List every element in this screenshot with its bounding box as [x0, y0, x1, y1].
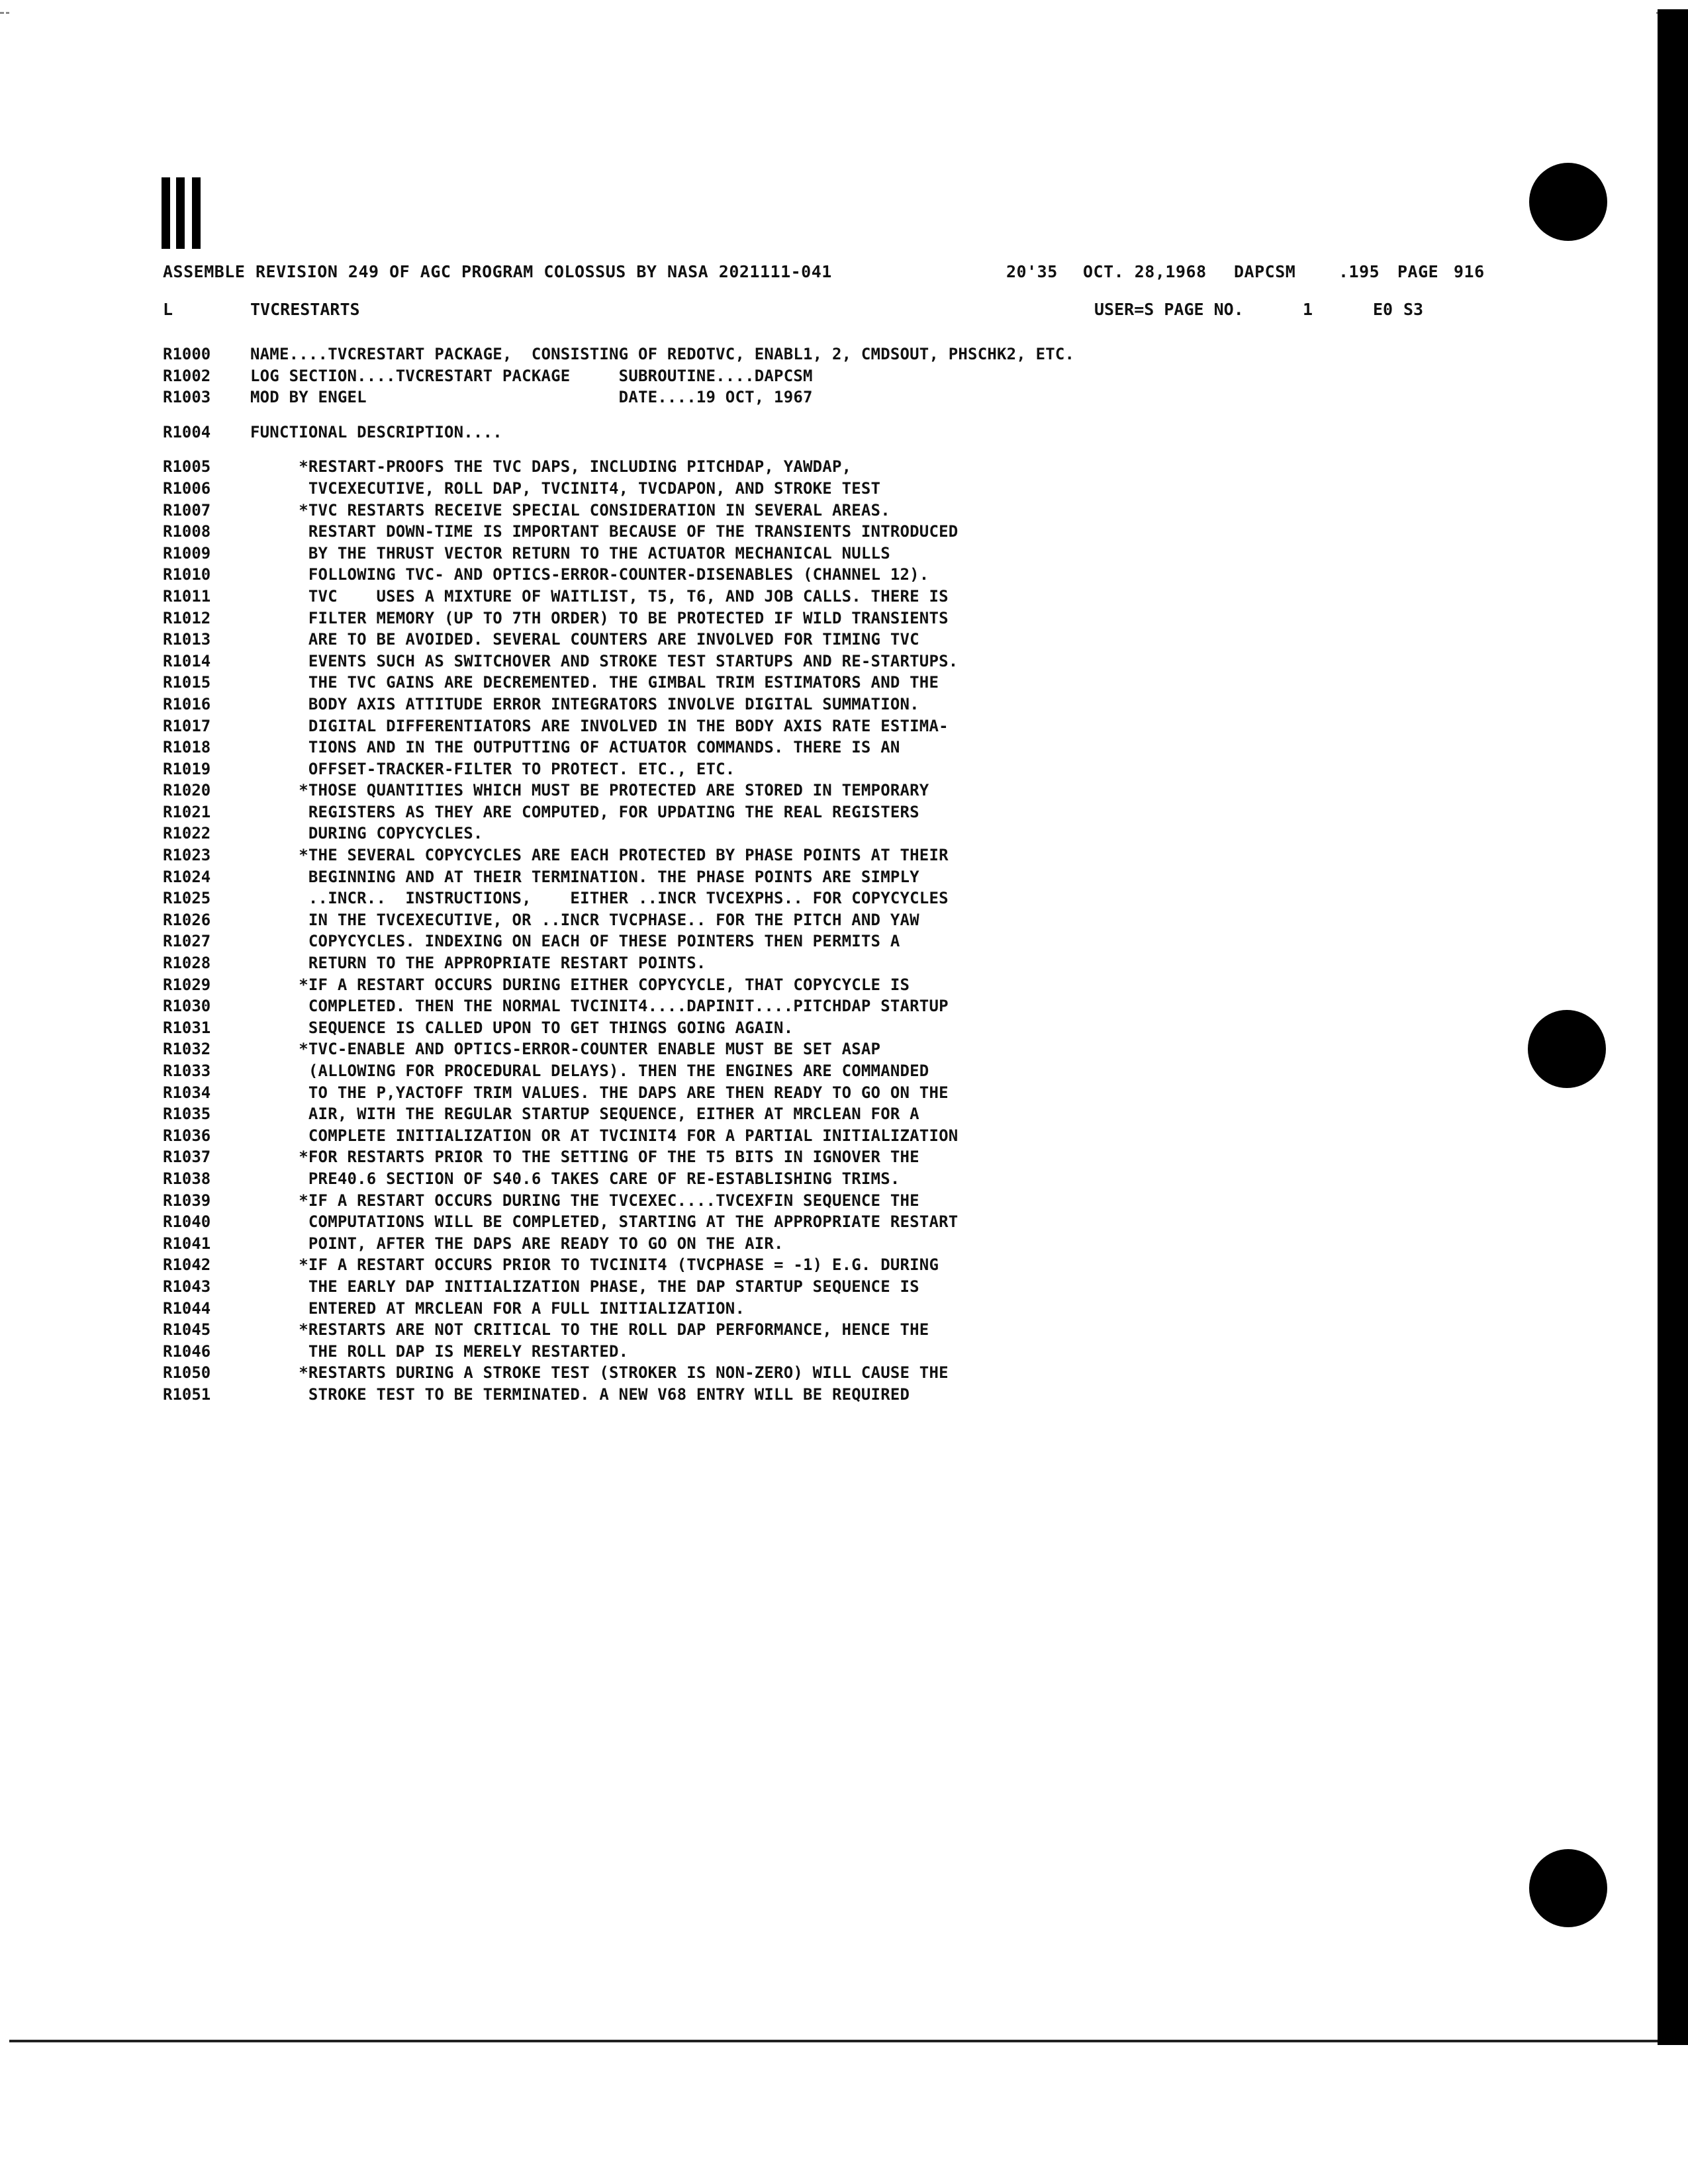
page-number: 916 — [1454, 262, 1485, 281]
line-number: R1028 — [163, 954, 211, 973]
listing-line — [163, 587, 1454, 609]
line-text: THE ROLL DAP IS MERELY RESTARTED. — [250, 1342, 629, 1361]
line-number: R1035 — [163, 1105, 211, 1124]
line-text: IN THE TVCEXECUTIVE, OR ..INCR TVCPHASE.. FOR THE PITCH AND YAW — [250, 910, 919, 929]
line-text: MOD BY ENGEL DATE....19 OCT, 1967 — [250, 388, 813, 407]
line-text: LOG SECTION....TVCRESTART PACKAGE SUBROUTINE....DAPCSM — [250, 366, 813, 385]
listing-line — [163, 717, 1454, 739]
listing-line — [163, 911, 1454, 933]
line-text: STROKE TEST TO BE TERMINATED. A NEW V68 ENTRY WILL BE REQUIRED — [250, 1385, 910, 1404]
listing-line — [163, 367, 1454, 388]
listing-line — [163, 1212, 1454, 1234]
listing-line — [163, 1277, 1454, 1299]
listing-line — [163, 1342, 1454, 1364]
listing-line — [163, 1191, 1454, 1213]
listing-line — [163, 673, 1454, 695]
line-number: R1029 — [163, 975, 211, 994]
line-text: *TVC-ENABLE AND OPTICS-ERROR-COUNTER ENABLE MUST BE SET ASAP — [250, 1040, 881, 1059]
listing-line — [163, 479, 1454, 501]
binder-hole-middle — [1528, 1010, 1606, 1088]
listing-line — [163, 609, 1454, 631]
line-number: R1026 — [163, 910, 211, 929]
line-number: R1009 — [163, 543, 211, 563]
line-number: R1036 — [163, 1126, 211, 1145]
line-number: R1040 — [163, 1212, 211, 1232]
listing-line — [163, 388, 1454, 410]
listing-line — [163, 954, 1454, 976]
listing-line — [163, 1234, 1454, 1256]
line-text: AIR, WITH THE REGULAR STARTUP SEQUENCE, EITHER AT MRCLEAN FOR A — [250, 1105, 919, 1124]
line-number: R1016 — [163, 694, 211, 713]
line-text: TVCEXECUTIVE, ROLL DAP, TVCINIT4, TVCDAPON, AND STROKE TEST — [250, 478, 881, 498]
line-text: *RESTART-PROOFS THE TVC DAPS, INCLUDING PITCHDAP, YAWDAP, — [250, 457, 852, 477]
log-file-name: DAPCSM — [1234, 262, 1296, 281]
line-text: NAME....TVCRESTART PACKAGE, CONSISTING OF REDOTVC, ENABL1, 2, CMDSOUT, PHSCHK2, ETC. — [250, 345, 1075, 363]
line-number: R1008 — [163, 522, 211, 541]
listing-line — [163, 868, 1454, 889]
line-text: PRE40.6 SECTION OF S40.6 TAKES CARE OF RE-ESTABLISHING TRIMS. — [250, 1169, 900, 1188]
listing-line — [163, 1320, 1454, 1342]
line-text: TO THE P,YACTOFF TRIM VALUES. THE DAPS ARE THEN READY TO GO ON THE — [250, 1083, 949, 1102]
binder-hole-bottom — [1529, 1849, 1607, 1927]
line-number: R1010 — [163, 565, 211, 584]
line-number: R1017 — [163, 716, 211, 735]
line-number: R1018 — [163, 738, 211, 757]
line-number: R1031 — [163, 1018, 211, 1037]
log-section-row — [163, 300, 1487, 326]
assemble-time: 20'35 — [1006, 262, 1058, 281]
line-number: R1046 — [163, 1342, 211, 1361]
listing-line — [163, 652, 1454, 674]
line-number: R1019 — [163, 759, 211, 778]
line-number: R1039 — [163, 1191, 211, 1210]
user-page-number: 1 — [1303, 300, 1313, 319]
line-text: COMPLETE INITIALIZATION OR AT TVCINIT4 FOR A PARTIAL INITIALIZATION — [250, 1126, 959, 1145]
line-number: R1042 — [163, 1255, 211, 1275]
line-number: R1014 — [163, 651, 211, 670]
line-text: THE EARLY DAP INITIALIZATION PHASE, THE DAP STARTUP SEQUENCE IS — [250, 1277, 919, 1296]
line-number: R1013 — [163, 630, 211, 649]
line-text: RESTART DOWN-TIME IS IMPORTANT BECAUSE OF THE TRANSIENTS INTRODUCED — [250, 522, 959, 541]
listing-line — [163, 1363, 1454, 1385]
line-text: THE TVC GAINS ARE DECREMENTED. THE GIMBAL TRIM ESTIMATORS AND THE — [250, 673, 939, 692]
line-text: ARE TO BE AVOIDED. SEVERAL COUNTERS ARE INVOLVED FOR TIMING TVC — [250, 630, 919, 649]
line-text: COPYCYCLES. INDEXING ON EACH OF THESE POINTERS THEN PERMITS A — [250, 932, 900, 951]
listing-line — [163, 1105, 1454, 1126]
line-number: R1024 — [163, 867, 211, 886]
listing-line — [163, 738, 1454, 760]
assemble-title: ASSEMBLE REVISION 249 OF AGC PROGRAM COLOSSUS BY NASA 2021111-041 — [163, 262, 832, 281]
line-number: R1025 — [163, 889, 211, 908]
listing-line — [163, 1169, 1454, 1191]
line-text: BY THE THRUST VECTOR RETURN TO THE ACTUATOR MECHANICAL NULLS — [250, 543, 890, 563]
line-text: ENTERED AT MRCLEAN FOR A FULL INITIALIZATION. — [250, 1298, 745, 1318]
line-text: ..INCR.. INSTRUCTIONS, EITHER ..INCR TVCEXPHS.. FOR COPYCYCLES — [250, 889, 949, 908]
line-text: TIONS AND IN THE OUTPUTTING OF ACTUATOR COMMANDS. THERE IS AN — [250, 738, 900, 757]
listing-line — [163, 1126, 1454, 1148]
marker-bar — [192, 177, 201, 249]
listing-line — [163, 522, 1454, 544]
line-text: *RESTARTS DURING A STROKE TEST (STROKER IS NON-ZERO) WILL CAUSE THE — [250, 1363, 949, 1383]
line-number: R1011 — [163, 586, 211, 606]
line-number: R1032 — [163, 1040, 211, 1059]
line-text: OFFSET-TRACKER-FILTER TO PROTECT. ETC., ETC. — [250, 759, 735, 778]
line-number: R1003 — [163, 388, 211, 407]
listing-line — [163, 803, 1454, 825]
line-text: RETURN TO THE APPROPRIATE RESTART POINTS. — [250, 954, 706, 973]
listing-line — [163, 1040, 1454, 1062]
listing-line — [163, 1385, 1454, 1407]
line-text: POINT, AFTER THE DAPS ARE READY TO GO ON THE AIR. — [250, 1234, 784, 1253]
line-text: FUNCTIONAL DESCRIPTION.... — [250, 422, 502, 441]
line-number: R1041 — [163, 1234, 211, 1253]
listing-line — [163, 760, 1454, 782]
e-code: E0 — [1373, 300, 1393, 319]
line-text: BEGINNING AND AT THEIR TERMINATION. THE PHASE POINTS ARE SIMPLY — [250, 867, 919, 886]
listing-type: L — [163, 300, 173, 319]
listing-line — [163, 932, 1454, 954]
line-number: R1033 — [163, 1062, 211, 1080]
listing-line — [163, 1299, 1454, 1321]
line-number: R1050 — [163, 1363, 211, 1383]
assembly-header — [163, 262, 1500, 289]
line-number: R1051 — [163, 1385, 211, 1404]
line-text: *THOSE QUANTITIES WHICH MUST BE PROTECTED ARE STORED IN TEMPORARY — [250, 781, 929, 800]
line-number: R1000 — [163, 345, 211, 363]
scan-bottom-border — [9, 2040, 1658, 2042]
line-text: DIGITAL DIFFERENTIATORS ARE INVOLVED IN THE BODY AXIS RATE ESTIMA- — [250, 716, 949, 735]
log-version: .195 — [1338, 262, 1380, 281]
user-page-label: USER=S PAGE NO. — [1094, 300, 1244, 319]
assemble-date: OCT. 28,1968 — [1083, 262, 1207, 281]
listing-line — [163, 781, 1454, 803]
page-label: PAGE — [1397, 262, 1439, 281]
line-number: R1020 — [163, 781, 211, 800]
line-number: R1005 — [163, 457, 211, 477]
line-number: R1037 — [163, 1148, 211, 1167]
listing-line — [163, 997, 1454, 1019]
line-text: COMPUTATIONS WILL BE COMPLETED, STARTING AT THE APPROPRIATE RESTART — [250, 1212, 959, 1232]
line-text: *THE SEVERAL COPYCYCLES ARE EACH PROTECTED BY PHASE POINTS AT THEIR — [250, 846, 949, 865]
line-number: R1022 — [163, 824, 211, 843]
line-text: DURING COPYCYCLES. — [250, 824, 483, 843]
line-text: FOLLOWING TVC- AND OPTICS-ERROR-COUNTER-DISENABLES (CHANNEL 12). — [250, 565, 929, 584]
line-text: (ALLOWING FOR PROCEDURAL DELAYS). THEN THE ENGINES ARE COMMANDED — [250, 1062, 929, 1080]
listing-line — [163, 544, 1454, 566]
line-number: R1012 — [163, 608, 211, 627]
line-text: *TVC RESTARTS RECEIVE SPECIAL CONSIDERATION IN SEVERAL AREAS. — [250, 500, 890, 520]
s-code: S3 — [1403, 300, 1424, 319]
line-number: R1004 — [163, 422, 211, 441]
line-text: *RESTARTS ARE NOT CRITICAL TO THE ROLL DAP PERFORMANCE, HENCE THE — [250, 1320, 929, 1340]
line-number: R1021 — [163, 802, 211, 821]
listing-line — [163, 1062, 1454, 1083]
line-number: R1027 — [163, 932, 211, 951]
line-text: BODY AXIS ATTITUDE ERROR INTEGRATORS INVOLVE DIGITAL SUMMATION. — [250, 694, 919, 713]
line-text: *IF A RESTART OCCURS DURING THE TVCEXEC....TVCEXFIN SEQUENCE THE — [250, 1191, 919, 1210]
listing-line — [163, 889, 1454, 911]
listing-line — [163, 695, 1454, 717]
marker-bar — [176, 177, 185, 249]
line-text: *FOR RESTARTS PRIOR TO THE SETTING OF THE T5 BITS IN IGNOVER THE — [250, 1148, 919, 1167]
listing-line — [163, 1083, 1454, 1105]
line-number: R1044 — [163, 1298, 211, 1318]
listing-line — [163, 846, 1454, 868]
line-number: R1045 — [163, 1320, 211, 1340]
line-number: R1030 — [163, 997, 211, 1016]
log-section-name: TVCRESTARTS — [250, 300, 360, 319]
line-number: R1023 — [163, 846, 211, 865]
line-number: R1002 — [163, 366, 211, 385]
binder-hole-top — [1529, 163, 1607, 241]
line-number: R1015 — [163, 673, 211, 692]
listing-line — [163, 423, 1454, 445]
listing-line — [163, 501, 1454, 523]
line-number: R1043 — [163, 1277, 211, 1296]
scan-right-border — [1658, 9, 1688, 2045]
listing-line — [163, 565, 1454, 587]
line-text: *IF A RESTART OCCURS PRIOR TO TVCINIT4 (TVCPHASE = -1) E.G. DURING — [250, 1255, 939, 1275]
line-text: FILTER MEMORY (UP TO 7TH ORDER) TO BE PROTECTED IF WILD TRANSIENTS — [250, 608, 949, 627]
listing-line — [163, 1148, 1454, 1169]
listing-line — [163, 1255, 1454, 1277]
listing-line — [163, 976, 1454, 997]
line-text: EVENTS SUCH AS SWITCHOVER AND STROKE TEST STARTUPS AND RE-STARTUPS. — [250, 651, 959, 670]
marker-bar — [162, 177, 170, 249]
listing-line — [163, 457, 1454, 479]
line-text: TVC USES A MIXTURE OF WAITLIST, T5, T6, AND JOB CALLS. THERE IS — [250, 586, 949, 606]
listing-line — [163, 345, 1454, 367]
line-number: R1038 — [163, 1169, 211, 1188]
line-number: R1007 — [163, 500, 211, 520]
line-text: REGISTERS AS THEY ARE COMPUTED, FOR UPDATING THE REAL REGISTERS — [250, 802, 919, 821]
line-number: R1006 — [163, 478, 211, 498]
line-number: R1034 — [163, 1083, 211, 1102]
line-text: COMPLETED. THEN THE NORMAL TVCINIT4....DAPINIT....PITCHDAP STARTUP — [250, 997, 949, 1016]
source-listing — [163, 345, 1454, 1407]
listing-line — [163, 1019, 1454, 1040]
line-text: SEQUENCE IS CALLED UPON TO GET THINGS GOING AGAIN. — [250, 1018, 794, 1037]
line-text: *IF A RESTART OCCURS DURING EITHER COPYCYCLE, THAT COPYCYCLE IS — [250, 975, 910, 994]
listing-line — [163, 824, 1454, 846]
listing-line — [163, 630, 1454, 652]
